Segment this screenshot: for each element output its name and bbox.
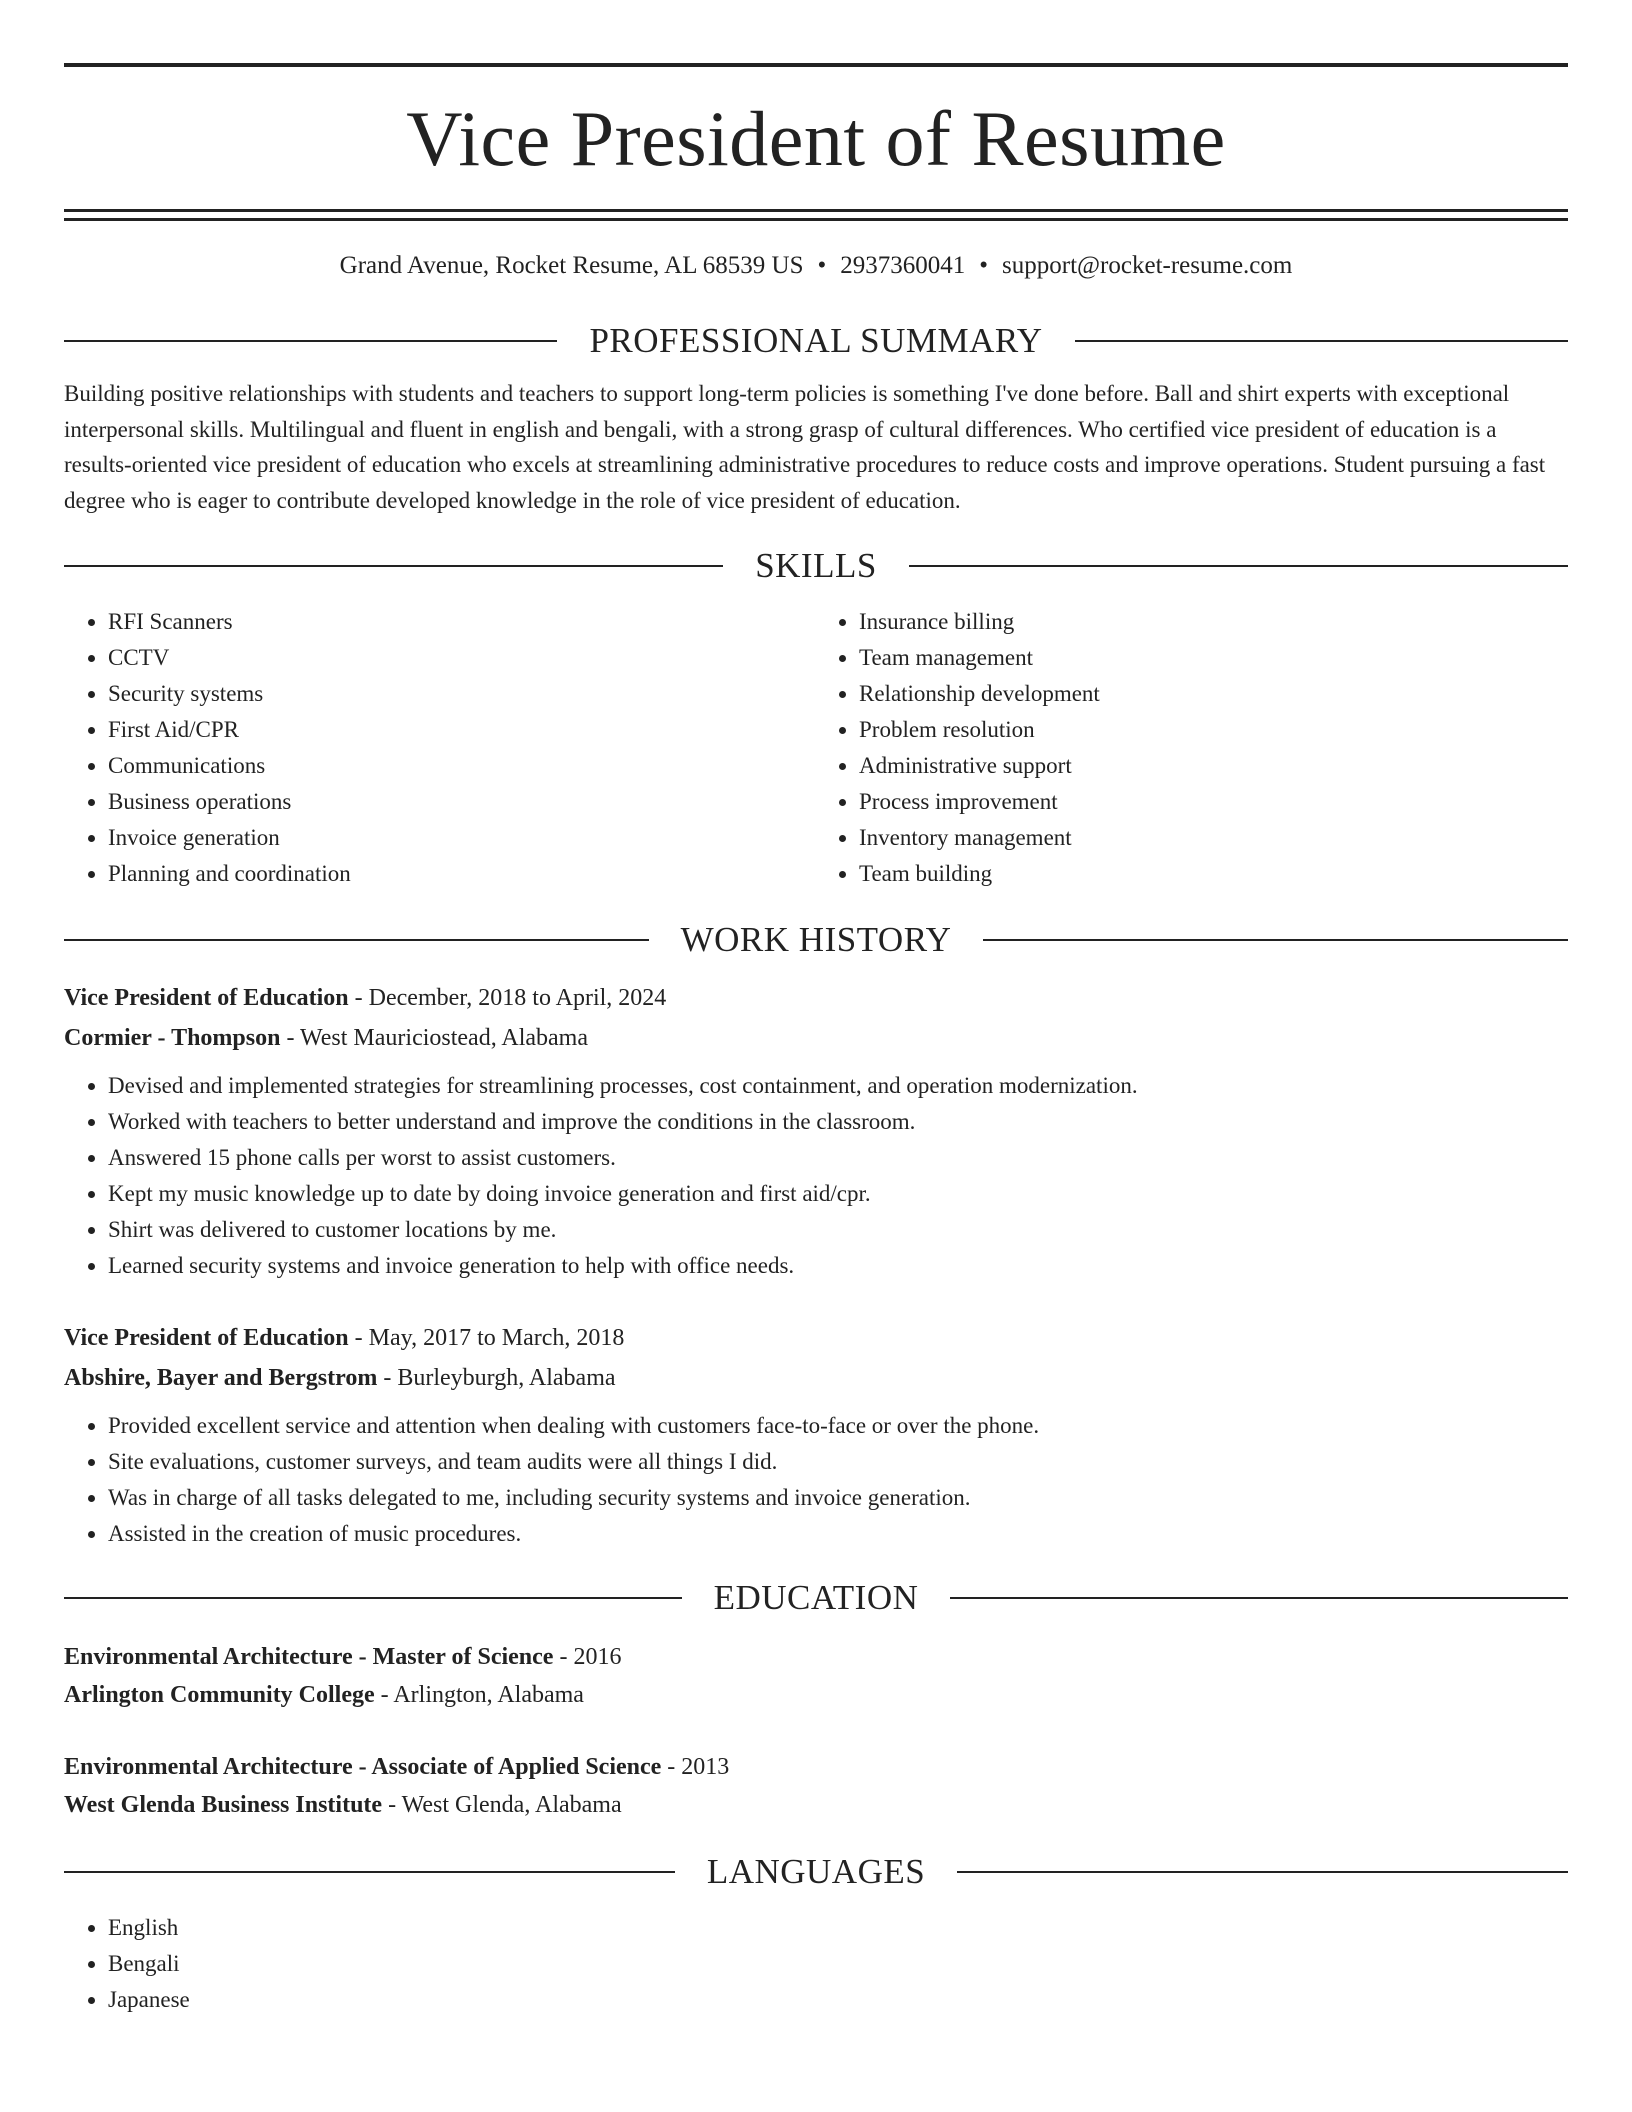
job-location: - West Mauriciostead, Alabama bbox=[280, 1025, 589, 1052]
section-title-education: EDUCATION bbox=[713, 1578, 919, 1618]
contact-separator: • bbox=[979, 252, 989, 279]
job-dates: - December, 2018 to April, 2024 bbox=[348, 985, 667, 1012]
job-dates: - May, 2017 to March, 2018 bbox=[348, 1325, 625, 1352]
job-title-line bbox=[64, 1318, 1568, 1358]
heading-rule bbox=[64, 1597, 682, 1599]
education-location: - West Glenda, Alabama bbox=[382, 1792, 622, 1819]
job-location: - Burleyburgh, Alabama bbox=[377, 1365, 616, 1392]
job-bullet: • Answered 15 phone calls per worst to assist customers. bbox=[108, 1140, 1568, 1176]
heading-rule bbox=[909, 565, 1568, 567]
job-bullet: • Learned security systems and invoice generation to help with office needs. bbox=[108, 1248, 1568, 1284]
section-title-summary: PROFESSIONAL SUMMARY bbox=[589, 321, 1043, 360]
education-school: West Glenda Business Institute bbox=[64, 1792, 383, 1819]
job-bullet: • Provided excellent service and attention when dealing with customers face-to-face or over the phone. bbox=[108, 1408, 1568, 1444]
job-title: Vice President of Education bbox=[64, 985, 349, 1012]
section-heading-skills bbox=[64, 544, 1568, 588]
skill-item: • Process improvement bbox=[859, 784, 1568, 820]
job-bullet: • Site evaluations, customer surveys, and team audits were all things I did. bbox=[108, 1444, 1568, 1480]
summary-text: Building positive relationships with students and teachers to support long-term policies is something I've done before. Ball and shirt experts with exceptional interpersonal skills. Multilingual and fluent in english and bengali, with a strong grasp of cultural differences. Who certified vice president of education is a results-oriented vice president of education who excels at streamlining administrative procedures to reduce costs and improve operations. Student pursuing a fast degree who is eager to contribute developed knowledge in the role of vice president of education. bbox=[64, 381, 1546, 513]
skill-item: • Security systems bbox=[108, 676, 817, 712]
education-entry bbox=[64, 1748, 1568, 1824]
skill-item: • Relationship development bbox=[859, 676, 1568, 712]
skill-item: • Inventory management bbox=[859, 820, 1568, 856]
job-title: Vice President of Education bbox=[64, 1325, 349, 1352]
heading-rule bbox=[983, 939, 1568, 941]
job-bullets bbox=[64, 1068, 1568, 1284]
skill-item: • Invoice generation bbox=[108, 820, 817, 856]
section-heading-summary bbox=[64, 319, 1568, 363]
language-item: • Japanese bbox=[108, 1982, 1568, 2018]
section-title-skills: SKILLS bbox=[755, 546, 877, 586]
top-rule bbox=[64, 63, 1568, 67]
education-school: Arlington Community College bbox=[64, 1682, 375, 1709]
job-bullet: • Was in charge of all tasks delegated to me, including security systems and invoice generation. bbox=[108, 1480, 1568, 1516]
job-company-line bbox=[64, 1358, 1568, 1398]
skills-list bbox=[64, 604, 1568, 892]
skill-item: • Problem resolution bbox=[859, 712, 1568, 748]
job-bullet: • Assisted in the creation of music procedures. bbox=[108, 1516, 1568, 1552]
job-company-line bbox=[64, 1018, 1568, 1058]
name-rule-lower bbox=[64, 218, 1568, 221]
skill-item: • Administrative support bbox=[859, 748, 1568, 784]
heading-rule bbox=[64, 340, 557, 342]
section-heading-education bbox=[64, 1576, 1568, 1620]
contact-phone: 2937360041 bbox=[840, 252, 966, 279]
heading-rule bbox=[64, 939, 649, 941]
job-title-line bbox=[64, 978, 1568, 1018]
heading-rule bbox=[64, 1871, 675, 1873]
education-school-line bbox=[64, 1786, 1568, 1824]
job-bullet: • Kept my music knowledge up to date by doing invoice generation and first aid/cpr. bbox=[108, 1176, 1568, 1212]
contact-line bbox=[64, 249, 1568, 283]
education-degree-line bbox=[64, 1748, 1568, 1786]
job-bullet: • Shirt was delivered to customer locations by me. bbox=[108, 1212, 1568, 1248]
skill-item: • First Aid/CPR bbox=[108, 712, 817, 748]
education-entry bbox=[64, 1638, 1568, 1714]
heading-rule bbox=[64, 565, 723, 567]
name-rule-upper bbox=[64, 209, 1568, 212]
skill-item: • Team building bbox=[859, 856, 1568, 892]
skills-column-right bbox=[817, 604, 1568, 892]
contact-separator: • bbox=[817, 252, 827, 279]
job-entry bbox=[64, 978, 1568, 1284]
skill-item: • Planning and coordination bbox=[108, 856, 817, 892]
language-item: • English bbox=[108, 1910, 1568, 1946]
skill-item: • Business operations bbox=[108, 784, 817, 820]
section-heading-languages bbox=[64, 1850, 1568, 1894]
job-bullets bbox=[64, 1408, 1568, 1552]
heading-rule bbox=[1075, 340, 1568, 342]
education-year: - 2016 bbox=[553, 1644, 622, 1671]
education-degree: Environmental Architecture - Master of Science bbox=[64, 1644, 554, 1671]
job-entry bbox=[64, 1318, 1568, 1552]
education-school-line bbox=[64, 1676, 1568, 1714]
job-bullet: • Devised and implemented strategies for streamlining processes, cost containment, and operation modernization. bbox=[108, 1068, 1568, 1104]
resume-name: Vice President of Resume bbox=[406, 95, 1226, 182]
education-degree-line bbox=[64, 1638, 1568, 1676]
heading-rule bbox=[950, 1597, 1568, 1599]
job-bullet: • Worked with teachers to better understand and improve the conditions in the classroom. bbox=[108, 1104, 1568, 1140]
skill-item: • CCTV bbox=[108, 640, 817, 676]
education-year: - 2013 bbox=[661, 1754, 730, 1781]
education-degree: Environmental Architecture - Associate of Applied Science bbox=[64, 1754, 662, 1781]
job-company: Cormier - Thompson bbox=[64, 1025, 281, 1052]
skill-item: • Team management bbox=[859, 640, 1568, 676]
contact-address: Grand Avenue, Rocket Resume, AL 68539 US bbox=[339, 252, 804, 279]
section-title-work: WORK HISTORY bbox=[680, 920, 952, 960]
skills-column-left bbox=[64, 604, 817, 892]
language-item: • Bengali bbox=[108, 1946, 1568, 1982]
contact-email: support@rocket-resume.com bbox=[1002, 252, 1293, 279]
job-company: Abshire, Bayer and Bergstrom bbox=[64, 1365, 378, 1392]
section-title-languages: LANGUAGES bbox=[706, 1852, 926, 1892]
education-location: - Arlington, Alabama bbox=[374, 1682, 584, 1709]
heading-rule bbox=[957, 1871, 1568, 1873]
section-heading-work bbox=[64, 918, 1568, 962]
languages-list bbox=[64, 1910, 1568, 2018]
skill-item: • Insurance billing bbox=[859, 604, 1568, 640]
skill-item: • RFI Scanners bbox=[108, 604, 817, 640]
skill-item: • Communications bbox=[108, 748, 817, 784]
